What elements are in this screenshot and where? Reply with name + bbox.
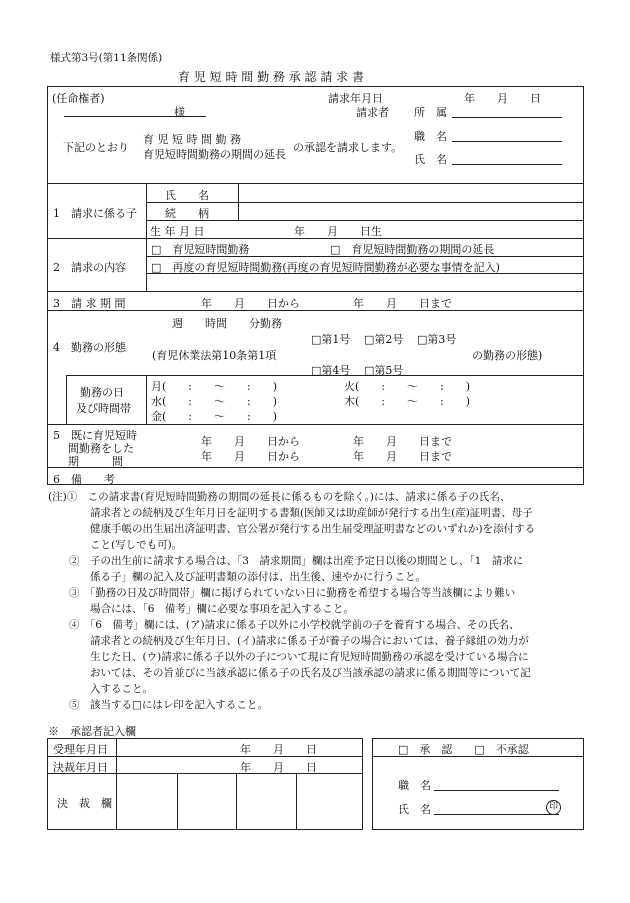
prior-period-2-from[interactable]: 年 月 日から (201, 450, 300, 463)
prior-period-1-from[interactable]: 年 月 日から (201, 435, 300, 448)
prior-period-2-to[interactable]: 年 月 日まで (353, 450, 452, 463)
form-title: 育 児 短 時 間 勤 務 承 認 請 求 書 (178, 70, 364, 84)
affiliation-label: 所 属 (414, 106, 447, 119)
sama-label: 様 (174, 106, 185, 119)
name-field[interactable] (452, 164, 562, 165)
seal-mark: 印 (546, 800, 561, 815)
received-date-field[interactable]: 年 月 日 (240, 743, 317, 756)
row3-label: 3 請 求 期 間 (53, 297, 126, 310)
child-relation-label: 続 柄 (165, 207, 209, 220)
checkbox-no3[interactable]: □第3号 (417, 333, 457, 346)
received-date-label: 受理年月日 (53, 743, 108, 756)
tuesday-hours[interactable]: 火( : 〜 : ) (344, 380, 470, 393)
approver-heading: ※ 承認者記入欄 (48, 725, 136, 738)
child-name-label: 氏 名 (165, 189, 209, 202)
note-line: 入すること。 (48, 683, 153, 695)
checkbox-extension[interactable]: □ 育児短時間勤務の期間の延長 (330, 243, 495, 256)
note-line: 請求者との続柄及び生年月日を証明する書類(医師又は助産師が発行する出生(産)証明書、母子 (48, 507, 533, 519)
option-extension: 育児短時間勤務の期間の延長 (143, 148, 286, 161)
note-line: (注)① この請求書(育児短時間勤務の期間の延長に係るものを除く。)には、請求に係る子の氏名、 (48, 491, 511, 503)
row5-label-1: 5 既に育児短時 (53, 429, 137, 442)
note-line: ③ 「勤務の日及び時間帯」欄に掲げられていない日に勤務を希望する場合等当該欄により難い (48, 587, 516, 599)
note-line: 場合には、「6 備考」欄に必要な事項を記入すること。 (48, 603, 354, 615)
row2-label: 2 請求の内容 (53, 261, 126, 274)
friday-hours[interactable]: 金( : 〜 : ) (151, 410, 277, 423)
position-label: 職 名 (414, 130, 447, 143)
child-birth-label: 生 年 月 日 (150, 225, 205, 238)
approver-name-label: 氏 名 (398, 803, 431, 816)
row6-label: 6 備 考 (53, 473, 115, 486)
note-line: ② 子の出生前に請求する場合は、「3 請求期間」欄は出産予定日以後の期間とし、「1 請求に (48, 555, 524, 567)
approval-checkboxes[interactable]: □ 承 認 □ 不承認 (398, 743, 529, 756)
checkbox-no5[interactable]: □第5号 (364, 364, 404, 377)
checkbox-again[interactable]: □ 再度の育児短時間勤務(再度の育児短時間勤務が必要な事情を記入) (151, 261, 500, 274)
checkbox-no4[interactable]: □第4号 (311, 364, 351, 377)
row5-label-3: 期 間 (68, 455, 123, 468)
requester-label: 請求者 (356, 106, 389, 119)
note-line: 健康手帳の出生届出済証明書、官公署が発行する出生届受理証明書などのいずれか)を添付する (48, 523, 536, 535)
prior-period-1-to[interactable]: 年 月 日まで (353, 435, 452, 448)
work-days-label-1: 勤務の日 (80, 386, 124, 399)
request-date-label: 請求年月日 (328, 92, 383, 105)
checkbox-no2[interactable]: □第2号 (364, 333, 404, 346)
note-line: ④ 「6 備考」欄には、(ア)請求に係る子以外に小学校就学前の子を養育する場合、その氏名、 (48, 619, 520, 631)
wednesday-hours[interactable]: 水( : 〜 : ) (151, 395, 277, 408)
authority-label: (任命権者) (52, 92, 105, 105)
note-line: こと(写しでも可)。 (48, 539, 183, 551)
row5-label-2: 間勤務をした (68, 442, 134, 455)
approver-name-field[interactable] (434, 814, 559, 815)
name-label: 氏 名 (414, 153, 447, 166)
form-number: 様式第3号(第11条関係) (50, 52, 163, 64)
position-field[interactable] (452, 141, 562, 142)
approver-position-field[interactable] (434, 790, 559, 791)
note-line: ⑤ 該当する□にはレ印を記入すること。 (48, 699, 268, 711)
decided-date-label: 決裁年月日 (53, 761, 108, 774)
option-short-time: 育 児 短 時 間 勤 務 (143, 133, 241, 146)
law-reference: (育児休業法第10条第1項 (152, 349, 277, 362)
weekly-hours-field[interactable]: 週 時間 分勤務 (172, 317, 282, 330)
affiliation-field[interactable] (452, 117, 562, 118)
work-form-suffix: の勤務の形態) (472, 349, 543, 362)
thursday-hours[interactable]: 木( : 〜 : ) (344, 395, 470, 408)
approval-request-text: の承認を請求します。 (293, 141, 403, 154)
note-line: 生じた日、(ウ)請求に係る子以外の子について現に育児短時間勤務の承認を受けている場合に (48, 651, 529, 663)
note-line: おいては、その旨並びに当該承認に係る子の氏名及び当該承認の請求に係る期間等について記 (48, 667, 531, 679)
kessai-label: 決 裁 欄 (57, 797, 112, 810)
work-days-label-2: 及び時間帯 (76, 402, 131, 415)
note-line: 請求者との続柄及び生年月日、(イ)請求に係る子が養子の場合においては、養子縁組の効力が (48, 635, 529, 647)
approver-position-label: 職 名 (398, 779, 431, 792)
checkbox-short-time[interactable]: □ 育児短時間勤務 (151, 243, 250, 256)
lead-text: 下記のとおり (63, 141, 129, 154)
request-date-field[interactable]: 年 月 日 (464, 92, 541, 105)
monday-hours[interactable]: 月( : 〜 : ) (151, 380, 277, 393)
child-birth-field[interactable]: 年 月 日生 (294, 225, 382, 238)
checkbox-no1[interactable]: □第1号 (311, 333, 351, 346)
row1-label: 1 請求に係る子 (53, 207, 137, 220)
notes (48, 489, 535, 713)
remarks-field[interactable] (150, 469, 580, 483)
note-line: 係る子」欄の記入及び証明書類の添付は、出生後、速やかに行うこと。 (48, 571, 426, 583)
period-from[interactable]: 年 月 日から (201, 297, 300, 310)
row4-label: 4 勤務の形態 (53, 341, 126, 354)
decided-date-field[interactable]: 年 月 日 (240, 761, 317, 774)
period-to[interactable]: 年 月 日まで (353, 297, 452, 310)
